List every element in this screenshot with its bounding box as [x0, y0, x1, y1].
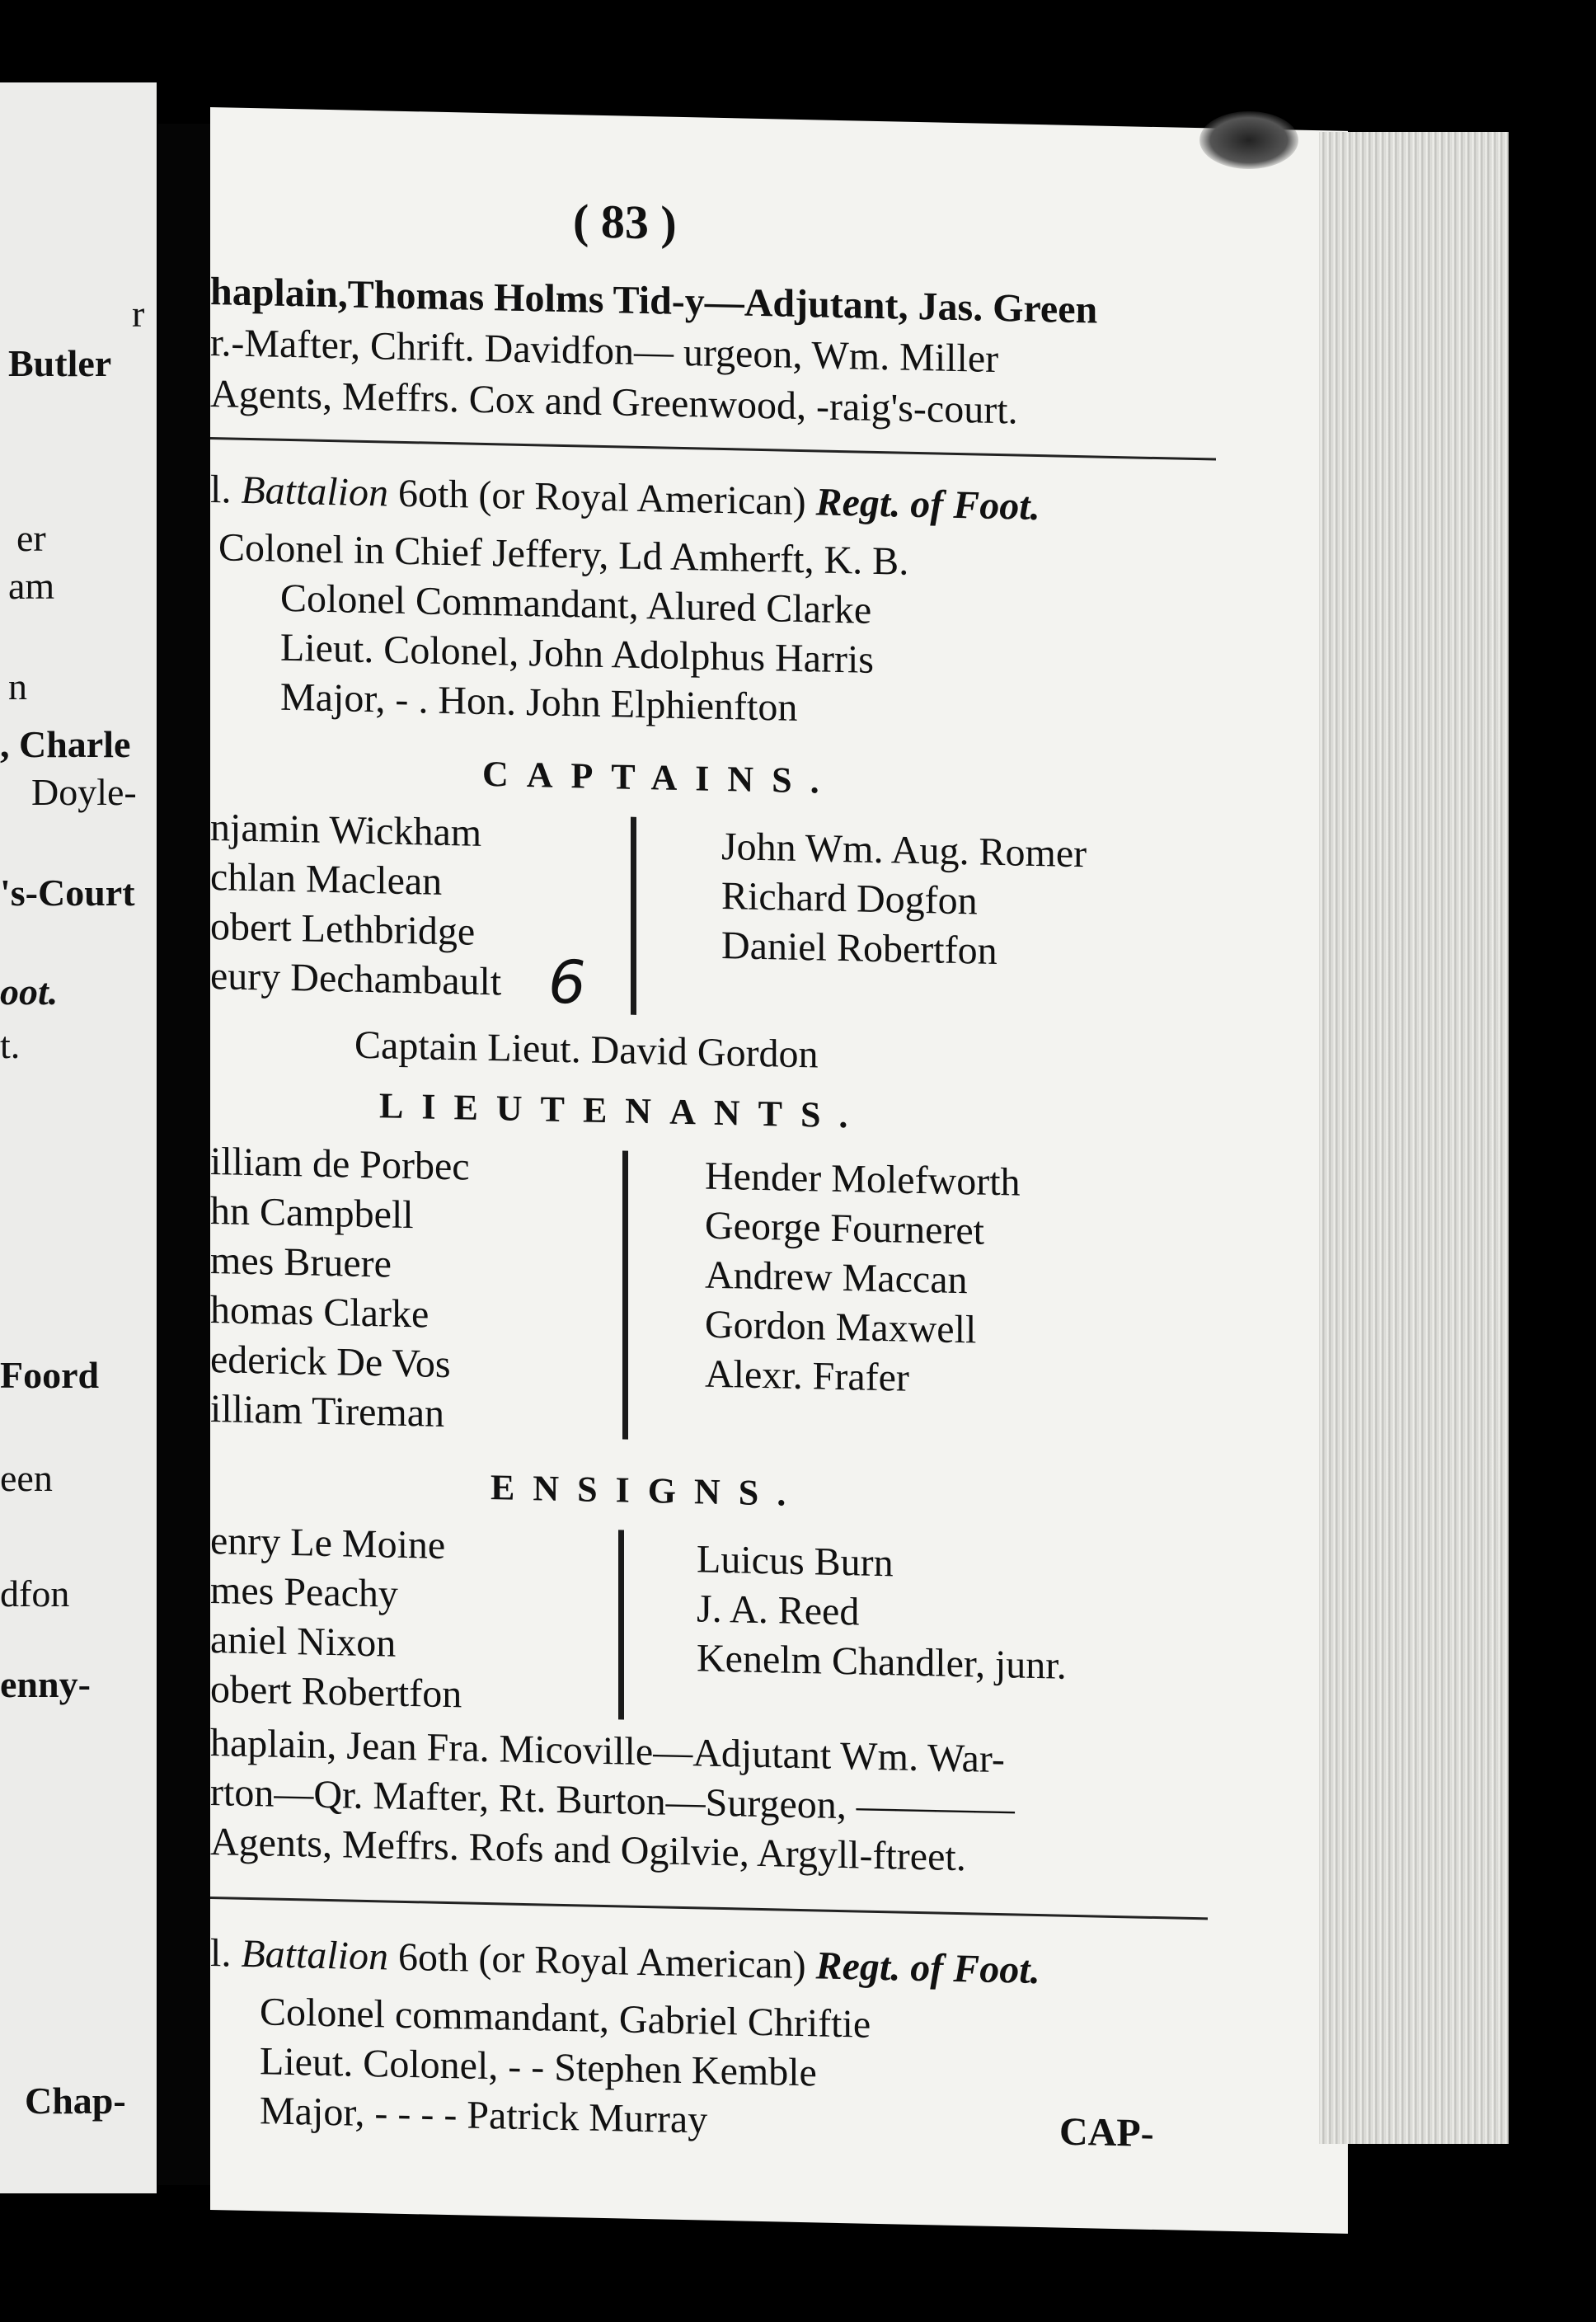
ensign-left: enry Le Moine: [210, 1519, 446, 1568]
captain-right: Richard Dogfon: [721, 873, 978, 924]
left-fragment: een: [0, 1457, 53, 1499]
left-fragment: enny-: [0, 1663, 91, 1705]
left-fragment: dfon: [0, 1572, 70, 1615]
section-heading: [210, 1931, 1040, 1993]
left-fragment: Foord: [0, 1354, 100, 1396]
ensign-right: Kenelm Chandler, junr.: [697, 1636, 1067, 1688]
lieutenants-heading: LIEUTENANTS.: [379, 1085, 866, 1136]
catchword: CAP-: [1059, 2109, 1154, 2155]
left-fragment: Butler: [8, 342, 112, 384]
lieutenant-left: ederick De Vos: [210, 1337, 451, 1387]
heading-prefix: l.: [210, 468, 242, 512]
heading-battalion: Battalion: [241, 1931, 389, 1979]
captain-left: chlan Maclean: [210, 855, 443, 904]
ensigns-heading: ENSIGNS.: [491, 1467, 805, 1515]
captain-right: John Wm. Aug. Romer: [721, 824, 1087, 877]
officer-line: Colonel in Chief Jeffery, Ld Amherft, K. B.: [218, 525, 909, 584]
lieutenant-left: illiam Tireman: [210, 1387, 445, 1436]
lieutenant-left: illiam de Porbec: [210, 1140, 470, 1189]
staff-line: rton—Qr. Mafter, Rt. Burton—Surgeon, ————: [210, 1770, 1015, 1831]
page-number: ( 83 ): [573, 194, 677, 250]
ensign-left: aniel Nixon: [210, 1618, 397, 1666]
lieutenant-right: Alexr. Frafer: [705, 1351, 909, 1400]
left-fragment: Doyle-: [31, 771, 137, 813]
staff-line: haplain, Jean Fra. Micoville—Adjutant Wm. War-: [210, 1721, 1005, 1782]
book-gutter: [158, 124, 216, 2185]
left-fragment: Chap-: [25, 2080, 126, 2122]
left-fragment: oot.: [0, 971, 59, 1013]
captain-right: Daniel Robertfon: [721, 923, 998, 973]
column-divider: [631, 817, 636, 1015]
section-rule: [210, 1897, 1208, 1920]
page-edges: [1319, 132, 1509, 2144]
officer-line: Colonel Commandant, Alured Clarke: [280, 576, 872, 632]
captain-left: njamin Wickham: [210, 806, 482, 855]
heading-battalion: Battalion: [241, 468, 389, 515]
lieutenant-right: George Fourneret: [705, 1203, 984, 1253]
officer-line: Major, - . Hon. John Elphienfton: [280, 675, 798, 730]
heading-main: 6oth (or Royal American): [388, 1934, 816, 1988]
officer-line: Lieut. Colonel, John Adolphus Harris: [280, 625, 874, 682]
captain-left: eury Dechambault: [210, 954, 502, 1004]
left-fragment: er: [16, 517, 46, 559]
officer-line: Colonel commandant, Gabriel Chriftie: [260, 1990, 871, 2047]
handwritten-annotation: 6: [548, 947, 586, 1018]
column-divider: [622, 1150, 628, 1439]
ensign-left: obert Robertfon: [210, 1667, 462, 1717]
left-fragment: am: [8, 565, 55, 607]
heading-regt: Regt. of Foot.: [815, 480, 1040, 529]
lieutenant-left: homas Clarke: [210, 1288, 430, 1337]
lieutenant-left: hn Campbell: [210, 1189, 414, 1238]
top-block-line: Agents, Meffrs. Cox and Greenwood, -raig's-court.: [210, 372, 1018, 433]
ink-stain: [1199, 111, 1298, 169]
section-rule: [210, 437, 1216, 461]
left-fragment: 's-Court: [0, 872, 135, 914]
column-divider: [618, 1530, 624, 1719]
ensign-right: J. A. Reed: [697, 1586, 860, 1634]
heading-prefix: l.: [210, 1931, 242, 1976]
left-fragment: n: [8, 665, 27, 707]
main-page: [210, 107, 1348, 2234]
lieutenant-left: mes Bruere: [210, 1239, 392, 1286]
lieutenant-right: Hender Molefworth: [705, 1154, 1021, 1205]
left-fragment: , Charle: [0, 723, 131, 765]
officer-line: Major, - - - - Patrick Murray: [260, 2089, 708, 2142]
captain-left: obert Lethbridge: [210, 905, 476, 954]
top-block-line: haplain,Thomas Holms Tid-y—Adjutant, Jas. Green: [210, 270, 1098, 332]
heading-main: 6oth (or Royal American): [388, 471, 816, 524]
captains-heading: CAPTAINS.: [482, 753, 838, 801]
section-heading: [210, 470, 1040, 527]
heading-regt: Regt. of Foot.: [815, 1944, 1040, 1993]
lieutenant-right: Andrew Maccan: [705, 1253, 968, 1303]
captain-lieut-line: Captain Lieut. David Gordon: [354, 1022, 819, 1077]
top-block-line: r.-Mafter, Chrift. Davidfon— urgeon, Wm. Miller: [210, 321, 999, 382]
left-fragment: r: [132, 293, 145, 335]
left-fragment: t.: [0, 1024, 21, 1066]
lieutenant-right: Gordon Maxwell: [705, 1302, 977, 1352]
ensign-right: Luicus Burn: [697, 1537, 894, 1586]
ensign-left: mes Peachy: [210, 1568, 398, 1616]
officer-line: Lieut. Colonel, - - Stephen Kemble: [260, 2039, 817, 2095]
staff-line: Agents, Meffrs. Rofs and Ogilvie, Argyll-ftreet.: [210, 1820, 966, 1880]
left-facing-page: [0, 82, 157, 2193]
